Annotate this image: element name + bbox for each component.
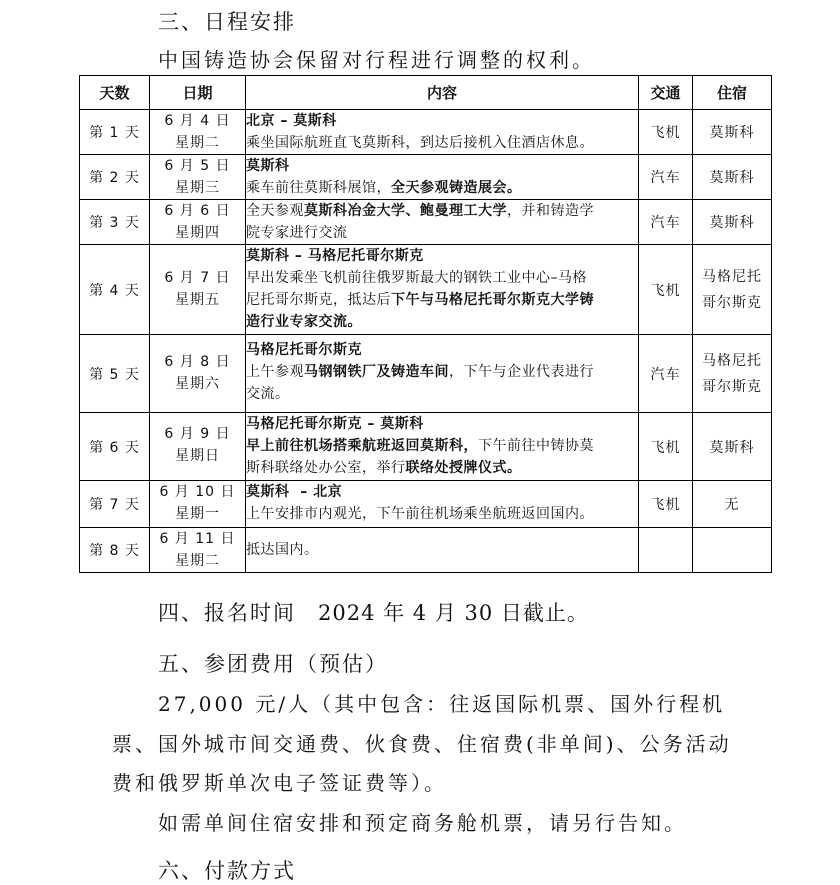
registration-heading-text: 四、报名时间 <box>158 601 296 625</box>
transport-cell: 飞机 <box>639 245 693 335</box>
date-text: 6 月 4 日 <box>164 113 231 129</box>
content-text: 早出发乘坐飞机前往俄罗斯最大的钢铁工业中心–马格 <box>246 270 587 286</box>
content-cell <box>246 481 639 528</box>
content-text: 全天参观 <box>246 203 304 219</box>
content-text: 斯科联络处办公室，举行 <box>246 460 406 476</box>
schedule-table <box>79 75 772 573</box>
content-text: 抵达国内。 <box>246 542 319 558</box>
table-row <box>80 481 772 528</box>
weekday-text: 星期四 <box>175 225 220 241</box>
date-cell <box>150 528 246 573</box>
day-cell: 第 5 天 <box>80 335 150 413</box>
registration-deadline: 2024 年 4 月 30 日截止。 <box>318 601 589 625</box>
transport-cell <box>639 528 693 573</box>
date-cell <box>150 200 246 245</box>
stay-cell: 莫斯科 <box>693 413 772 481</box>
weekday-text: 星期六 <box>175 376 220 392</box>
weekday-text: 星期五 <box>175 292 220 308</box>
route-title: 马格尼托哥尔斯克 <box>246 342 362 358</box>
stay-cell <box>693 245 772 335</box>
content-cell <box>246 528 639 573</box>
section-heading-payment: 六、付款方式 <box>158 859 296 883</box>
content-cell <box>246 335 639 413</box>
header-date: 日期 <box>150 76 246 110</box>
transport-cell: 汽车 <box>639 155 693 200</box>
header-transport: 交通 <box>639 76 693 110</box>
route-title: 莫斯科 <box>246 158 290 174</box>
content-text: 交流。 <box>246 386 290 402</box>
table-row <box>80 200 772 245</box>
stay-cell: 莫斯科 <box>693 200 772 245</box>
stay-text: 马格尼托 <box>702 352 762 369</box>
transport-cell: 汽车 <box>639 335 693 413</box>
date-cell <box>150 110 246 155</box>
weekday-text: 星期二 <box>175 553 220 569</box>
transport-cell: 飞机 <box>639 110 693 155</box>
date-text: 6 月 8 日 <box>164 354 231 370</box>
content-cell <box>246 245 639 335</box>
stay-cell: 莫斯科 <box>693 155 772 200</box>
content-highlight: 莫斯科冶金大学、鲍曼理工大学 <box>304 203 507 219</box>
date-cell <box>150 481 246 528</box>
date-cell <box>150 413 246 481</box>
stay-text: 哥尔斯克 <box>702 294 762 311</box>
transport-cell: 汽车 <box>639 200 693 245</box>
table-row <box>80 155 772 200</box>
content-text: 尼托哥尔斯克，抵达后 <box>246 292 391 308</box>
day-cell: 第 8 天 <box>80 528 150 573</box>
content-text: 上午参观 <box>246 364 304 380</box>
date-cell <box>150 245 246 335</box>
transport-cell: 飞机 <box>639 481 693 528</box>
date-text: 6 月 10 日 <box>159 484 236 500</box>
section-heading-schedule: 三、日程安排 <box>158 10 296 34</box>
stay-cell: 无 <box>693 481 772 528</box>
content-highlight: 联络处授牌仪式。 <box>405 460 522 476</box>
content-highlight: 早上前往机场搭乘航班返回莫斯科， <box>246 438 478 454</box>
day-cell: 第 4 天 <box>80 245 150 335</box>
schedule-note: 中国铸造协会保留对行程进行调整的权利。 <box>158 48 595 72</box>
table-row <box>80 245 772 335</box>
table-row <box>80 110 772 155</box>
content-text: 上午安排市内观光，下午前往机场乘坐航班返回国内。 <box>246 506 594 522</box>
day-cell: 第 1 天 <box>80 110 150 155</box>
route-title: 莫斯科 – 马格尼托哥尔斯克 <box>246 248 424 264</box>
day-cell: 第 7 天 <box>80 481 150 528</box>
content-cell <box>246 413 639 481</box>
content-highlight: 下午与马格尼托哥尔斯克大学铸 <box>391 292 594 308</box>
date-cell <box>150 155 246 200</box>
stay-cell <box>693 335 772 413</box>
fee-note: 如需单间住宿安排和预定商务舱机票，请另行告知。 <box>158 811 687 835</box>
date-text: 6 月 6 日 <box>164 203 231 219</box>
content-text: ，下午与企业代表进行 <box>449 364 594 380</box>
weekday-text: 星期二 <box>175 135 220 151</box>
content-highlight: 造行业专家交流。 <box>246 314 362 330</box>
fee-paragraph-line: 票、国外城市间交通费、伙食费、住宿费(非单间)、公务活动 <box>112 732 732 756</box>
stay-text: 哥尔斯克 <box>702 378 762 395</box>
weekday-text: 星期日 <box>175 448 220 464</box>
section-heading-registration <box>158 597 589 627</box>
header-stay: 住宿 <box>693 76 772 110</box>
day-cell: 第 6 天 <box>80 413 150 481</box>
content-highlight: 全天参观铸造展会。 <box>391 180 522 196</box>
stay-cell: 莫斯科 <box>693 110 772 155</box>
section-heading-fee: 五、参团费用（预估） <box>158 652 388 676</box>
stay-text: 马格尼托 <box>702 268 762 285</box>
table-header-row <box>80 76 772 110</box>
content-cell <box>246 155 639 200</box>
date-text: 6 月 5 日 <box>164 158 231 174</box>
date-text: 6 月 9 日 <box>164 426 231 442</box>
content-cell <box>246 110 639 155</box>
route-title: 北京 – 莫斯科 <box>246 113 337 129</box>
weekday-text: 星期一 <box>175 506 220 522</box>
fee-paragraph-line: 27,000 元/人（其中包含：往返国际机票、国外行程机 <box>158 692 726 716</box>
table-row <box>80 528 772 573</box>
content-text: 乘坐国际航班直飞莫斯科，到达后接机入住酒店休息。 <box>246 135 594 151</box>
date-text: 6 月 7 日 <box>164 270 231 286</box>
header-day: 天数 <box>80 76 150 110</box>
day-cell: 第 3 天 <box>80 200 150 245</box>
content-text: 下午前往中铸协莫 <box>478 438 594 454</box>
weekday-text: 星期三 <box>175 180 220 196</box>
content-text: ，并和铸造学 <box>507 203 594 219</box>
route-title: 莫斯科 – 北京 <box>246 484 343 500</box>
content-text: 院专家进行交流 <box>246 225 348 241</box>
table-row <box>80 335 772 413</box>
header-content: 内容 <box>246 76 639 110</box>
content-cell <box>246 200 639 245</box>
content-highlight: 马钢钢铁厂及铸造车间 <box>304 364 449 380</box>
table-row <box>80 413 772 481</box>
date-cell <box>150 335 246 413</box>
fee-paragraph-line: 费和俄罗斯单次电子签证费等）。 <box>112 771 447 795</box>
transport-cell: 飞机 <box>639 413 693 481</box>
date-text: 6 月 11 日 <box>159 531 236 547</box>
content-text: 乘车前往莫斯科展馆， <box>246 180 391 196</box>
route-title: 马格尼托哥尔斯克 – 莫斯科 <box>246 416 424 432</box>
stay-cell <box>693 528 772 573</box>
day-cell: 第 2 天 <box>80 155 150 200</box>
